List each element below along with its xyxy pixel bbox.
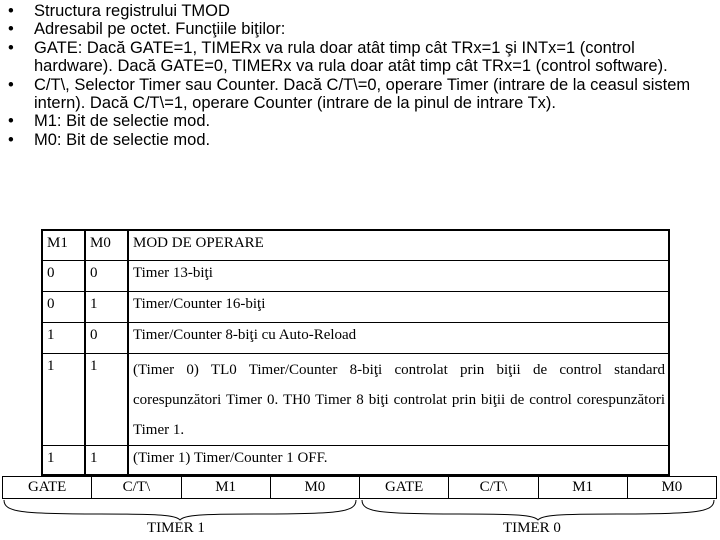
bit-ct-timer0: C/T\ xyxy=(448,477,537,498)
bullet-item xyxy=(8,20,714,38)
cell-mode: (Timer 1) Timer/Counter 1 OFF. xyxy=(128,445,669,475)
cell-m0: 1 xyxy=(85,445,128,475)
bit-ct-timer1: C/T\ xyxy=(91,477,180,498)
brace-timer1 xyxy=(4,500,356,520)
table-row xyxy=(42,445,669,475)
header-mode: MOD DE OPERARE xyxy=(128,230,669,260)
cell-mode: (Timer 0) TL0 Timer/Counter 8-biţi controlat prin biţii de control standard corespunzători Timer 0. TH0 Timer 8 biţi controlat prin biţii de control corespunzători Timer 1. xyxy=(128,353,669,445)
bullet-item xyxy=(8,112,714,130)
bullet-text: • M0: Bit de selectie mod. xyxy=(34,130,211,149)
bullet-list xyxy=(8,2,714,149)
table-row xyxy=(42,260,669,291)
bullet-item xyxy=(8,76,714,113)
table-header-row xyxy=(42,230,669,260)
cell-m1: 1 xyxy=(42,445,85,475)
cell-m0: 0 xyxy=(85,260,128,291)
brace-timer0 xyxy=(362,500,714,520)
cell-m0: 0 xyxy=(85,322,128,353)
cell-mode: Timer 13-biţi xyxy=(128,260,669,291)
tmod-register-bar xyxy=(2,476,717,499)
bullet-text: • Adresabil pe octet. Funcţiile biţilor: xyxy=(34,20,286,39)
bullet-item xyxy=(8,2,714,20)
cell-m1: 0 xyxy=(42,291,85,322)
cell-mode: Timer/Counter 8-biţi cu Auto-Reload xyxy=(128,322,669,353)
bit-gate-timer1: GATE xyxy=(27,479,67,495)
table-row xyxy=(42,353,669,445)
group-braces xyxy=(0,498,720,540)
header-m1: M1 xyxy=(42,230,85,260)
bit-m0-timer1: M0 xyxy=(270,477,359,498)
cell-m0: 1 xyxy=(85,291,128,322)
header-m0: M0 xyxy=(85,230,128,260)
bullet-text: • M1: Bit de selectie mod. xyxy=(34,112,211,131)
bit-gate-timer0: GATE xyxy=(359,477,448,498)
table-row xyxy=(42,322,669,353)
cell-m0: 1 xyxy=(85,353,128,445)
bit-m1-timer1: M1 xyxy=(181,477,270,498)
cell-m1: 1 xyxy=(42,322,85,353)
label-timer0: TIMER 0 xyxy=(503,520,561,536)
bit-m1-timer0: M1 xyxy=(538,477,627,498)
bit-m0-timer0: M0 xyxy=(627,477,716,498)
cell-m1: 1 xyxy=(42,353,85,445)
bullet-item xyxy=(8,131,714,149)
bullet-text: • C/T\, Selector Timer sau Counter. Dacă C/T\=0, operare Timer (intrare de la ceasul sistem intern). Dacă C/T\=1, operare Counter (intrare de la pinul de intrare Tx). xyxy=(34,75,691,113)
cell-mode: Timer/Counter 16-biţi xyxy=(128,291,669,322)
bullet-text: • Structura registrului TMOD xyxy=(34,2,230,20)
bullet-text: • GATE: Dacă GATE=1, TIMERx va rula doar atât timp cât TRx=1 şi INTx=1 (control hardware). Dacă GATE=0, TIMERx va rula doar atât timp cât TRx=1 (control software). xyxy=(34,38,668,76)
table-row xyxy=(42,291,669,322)
label-timer1: TIMER 1 xyxy=(147,520,205,536)
cell-m1: 0 xyxy=(42,260,85,291)
mode-table xyxy=(41,229,670,476)
bullet-item xyxy=(8,39,714,76)
